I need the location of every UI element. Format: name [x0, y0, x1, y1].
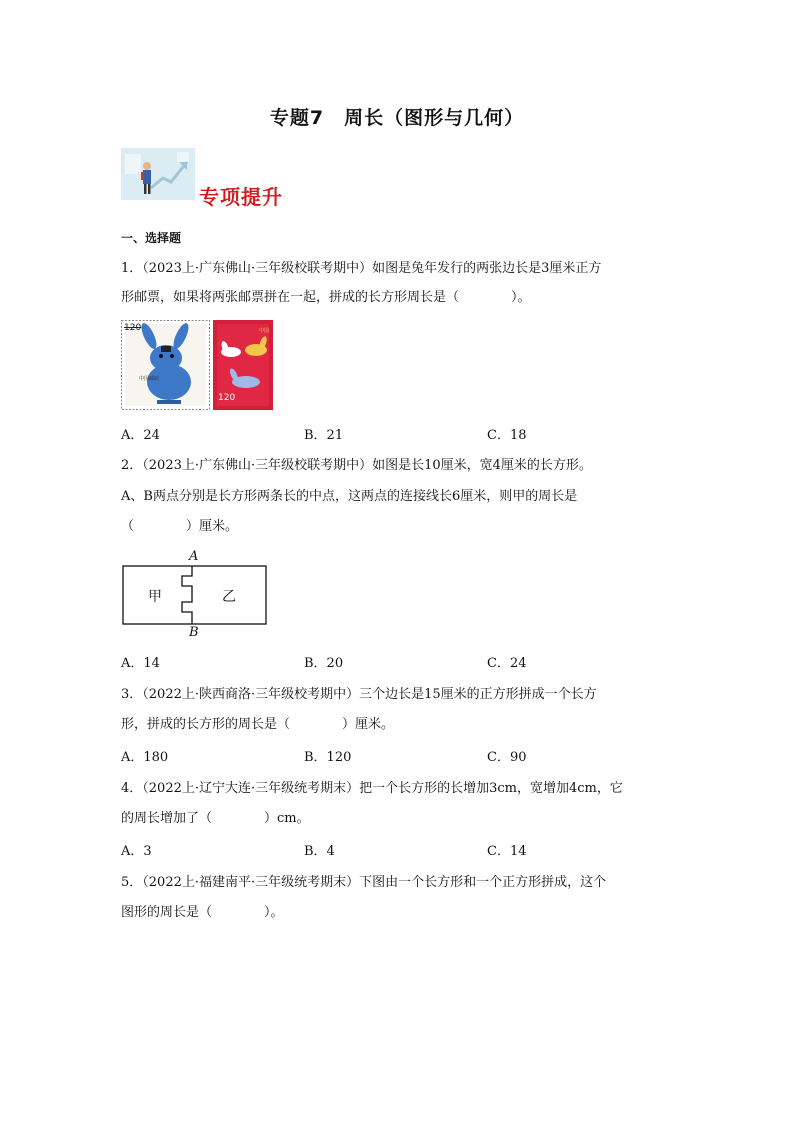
banner-text: 专项提升 [199, 185, 283, 209]
rabbit-stamps-image-icon [121, 320, 273, 410]
question-1-option-c[interactable]: C．18 [487, 428, 527, 443]
question-2-line-3: （ ）厘米。 [121, 519, 239, 534]
stamp-right-value: 120 [218, 393, 236, 403]
question-2-line-1: 2．（2023上·广东佛山·三年级校联考期中）如图是长10厘米，宽4厘米的长方形。 [121, 458, 592, 473]
point-a-label: A [189, 549, 199, 564]
question-5-line-2: 图形的周长是（ ）。 [121, 905, 284, 920]
question-1-option-a[interactable]: A．24 [121, 428, 160, 443]
rectangle-split-figure [120, 549, 270, 642]
rabbit-stamps-figure [121, 320, 273, 410]
svg-text:中国邮政: 中国邮政 [139, 376, 160, 382]
question-4-line-1: 4．（2022上·辽宁大连·三年级统考期末）把一个长方形的长增加3cm，宽增加4cm，它 [121, 781, 623, 796]
question-2-line-2: A、B两点分别是长方形两条长的中点，这两点的连接线长6厘米，则甲的周长是 [121, 489, 578, 504]
question-3-line-1: 3．（2022上·陕西商洛·三年级校考期中）三个边长是15厘米的正方形拼成一个长方 [121, 687, 597, 702]
svg-text:中国: 中国 [259, 328, 270, 334]
question-3-option-c[interactable]: C．90 [487, 750, 527, 765]
region-jia-label: 甲 [148, 589, 162, 605]
question-4-line-2: 的周长增加了（ ）cm。 [121, 811, 310, 826]
section-banner [121, 148, 321, 210]
question-1-line-1: 1．（2023上·广东佛山·三年级校联考期中）如图是兔年发行的两张边长是3厘米正方 [121, 261, 602, 276]
question-2-option-a[interactable]: A．14 [121, 656, 160, 671]
section-heading: 一、选择题 [121, 231, 182, 245]
question-2-option-b[interactable]: B．20 [304, 656, 344, 671]
question-1-line-2: 形邮票，如果将两张邮票拼在一起，拼成的长方形周长是（ ）。 [121, 290, 531, 305]
point-b-label: B [189, 625, 199, 640]
question-5-line-1: 5．（2022上·福建南平·三年级统考期末）下图由一个长方形和一个正方形拼成，这个 [121, 875, 607, 890]
question-2-option-c[interactable]: C．24 [487, 656, 527, 671]
question-4-option-c[interactable]: C．14 [487, 844, 527, 859]
question-4-option-b[interactable]: B．4 [304, 844, 335, 859]
businessman-arrow-illustration-icon [121, 148, 195, 200]
page-title: 专题7 周长（图形与几何） [269, 107, 525, 129]
region-yi-label: 乙 [222, 589, 236, 605]
question-3-option-a[interactable]: A．180 [121, 750, 169, 765]
question-3-line-2: 形，拼成的长方形的周长是（ ）厘米。 [121, 717, 395, 732]
question-3-option-b[interactable]: B．120 [304, 750, 352, 765]
stamp-left-value: 120 [124, 323, 142, 333]
question-1-option-b[interactable]: B．21 [304, 428, 344, 443]
question-4-option-a[interactable]: A．3 [121, 844, 152, 859]
